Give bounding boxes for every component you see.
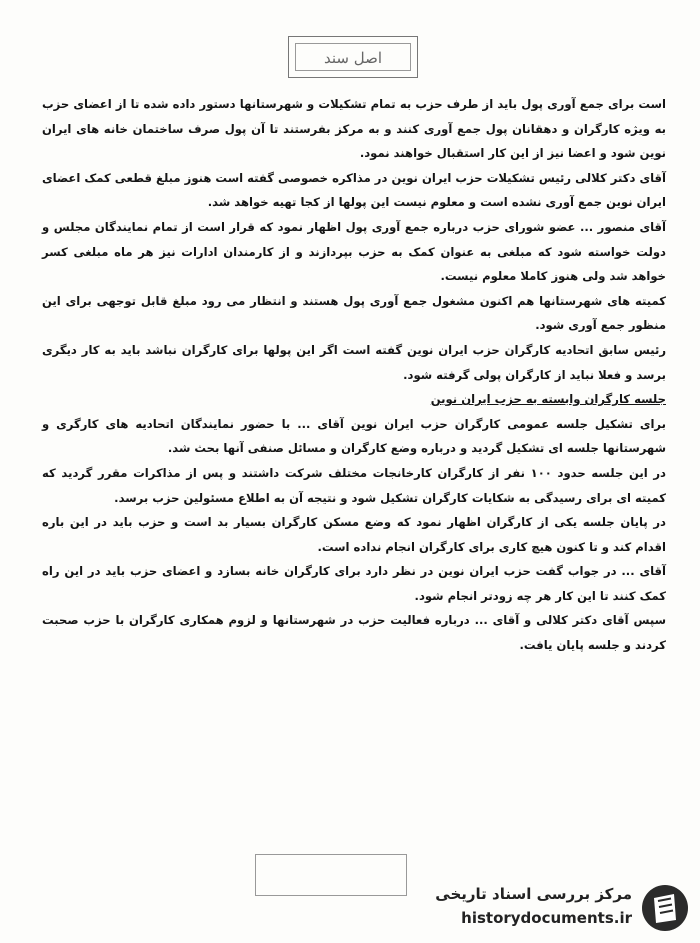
bottom-stamp xyxy=(255,854,407,896)
paragraph-1: است برای جمع آوری پول باید از طرف حزب به تمام تشکیلات و شهرستانها دستور داده شده تا از اعضای حزب به ویژه کارگران و دهقانان پول جمع آوری کنند و به مرکز بفرستند تا آن پول صرف ساختمان خانه های ایران نوین شود و اعضا نیز از این کار استقبال خواهند نمود. xyxy=(42,97,666,161)
paragraph-3: آقای منصور ... عضو شورای حزب درباره جمع آوری پول اظهار نمود که قرار است از تمام نمایندگان مجلس و دولت خواسته شود که مبلغی به عنوان کمک به حزب بپردازند و از کارمندان ادارات نیز هر ماه مبلغی کسر خواهد شد ولی هنوز کاملا معلوم نیست. xyxy=(42,219,666,284)
archive-logo[interactable] xyxy=(420,881,690,935)
stamp-text: اصل سند xyxy=(295,43,411,71)
paragraph-4: کمیته های شهرستانها هم اکنون مشغول جمع آوری پول هستند و انتظار می رود مبلغ قابل توجهی برای این منظور جمع آوری شود. xyxy=(42,293,666,333)
document-stamp xyxy=(288,36,418,78)
archive-logo-icon xyxy=(640,883,690,933)
paragraph-7: در این جلسه حدود ۱۰۰ نفر از کارگران کارخانجات مختلف شرکت داشتند و پس از مذاکرات مقرر گردید که کمیته ای برای رسیدگی به شکایات کارگران تشکیل شود و نتیجه آن به اطلاع مسئولین حزب برسد. xyxy=(42,465,666,505)
paragraph-8: در پایان جلسه یکی از کارگران اظهار نمود که وضع مسکن کارگران بسیار بد است و حزب باید در این باره اقدام کند و تا کنون هیچ کاری برای کارگران انجام نداده است. xyxy=(42,515,666,554)
paragraph-6: برای تشکیل جلسه عمومی کارگران حزب ایران نوین آقای ... با حضور نمایندگان اتحادیه های کارگری و شهرستانها جلسه ای تشکیل گردید و درباره وضع کارگران و مسائل صنفی آنها بحث شد. xyxy=(42,416,666,456)
paragraph-9: آقای ... در جواب گفت حزب ایران نوین در نظر دارد برای کارگران خانه بسازد و اعضای حزب باید در این راه کمک کنند تا این کار هر چه زودتر انجام شود. xyxy=(42,564,666,603)
document-body xyxy=(42,92,666,658)
paragraph-10: سپس آقای دکتر کلالی و آقای ... درباره فعالیت حزب در شهرستانها و لزوم همکاری کارگران با حزب صحبت کردند و جلسه پایان یافت. xyxy=(42,613,666,653)
paragraph-2: آقای دکتر کلالی رئیس تشکیلات حزب ایران نوین در مذاکره خصوصی گفته است هنوز مبلغ قطعی کمک اعضای ایران نوین جمع آوری نشده است و معلوم نیست این پولها از کجا تهیه خواهد شد. xyxy=(42,170,666,210)
archive-logo-title: مرکز بررسی اسناد تاریخی xyxy=(435,885,632,903)
paragraph-5: رئیس سابق اتحادیه کارگران حزب ایران نوین گفته است اگر این پولها برای کارگران نباشد باید به کار دیگری برسد و فعلا نباید از کارگران پولی گرفته شود. xyxy=(42,342,666,382)
section-heading: جلسه کارگران وابسته به حزب ایران نوین xyxy=(430,392,666,407)
archive-logo-url[interactable]: historydocuments.ir xyxy=(461,909,632,927)
